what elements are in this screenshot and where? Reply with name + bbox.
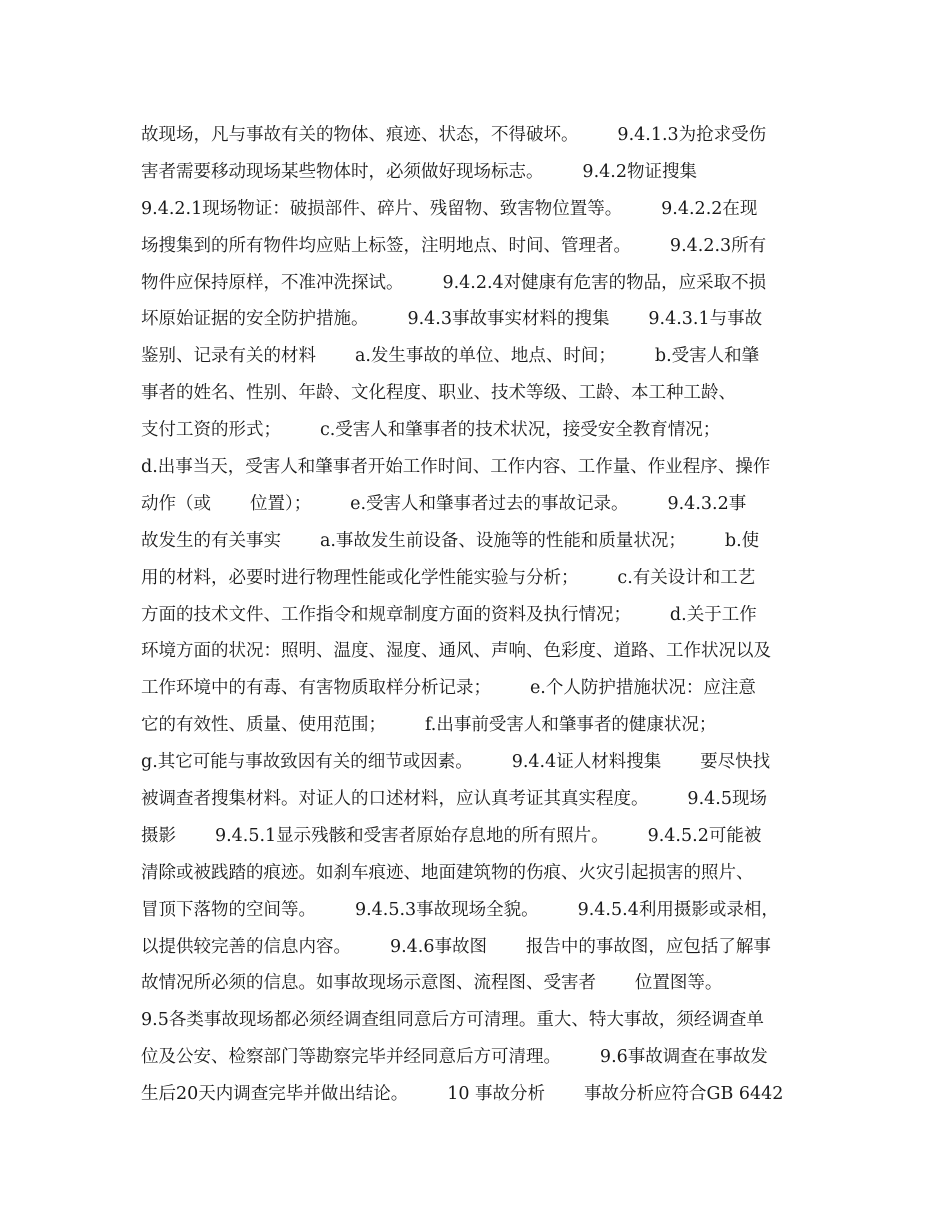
text-line: 害者需要移动现场某些物体时，必须做好现场标志。 9.4.2物证搜集 bbox=[141, 161, 697, 182]
text-line: 故情况所必须的信息。如事故现场示意图、流程图、受害者 位置图等。 bbox=[141, 973, 723, 994]
text-line: 坏原始证据的安全防护措施。 9.4.3事故事实材料的搜集 9.4.3.1与事故 bbox=[141, 309, 763, 330]
text-line: 工作环境中的有毒、有害物质取样分析记录； e.个人防护措施状况：应注意 bbox=[141, 678, 756, 699]
text-line: 位及公安、检察部门等勘察完毕并经同意后方可清理。 9.6事故调查在事故发 bbox=[141, 1047, 768, 1068]
text-line: 支付工资的形式； c.受害人和肇事者的技术状况，接受安全教育情况； bbox=[141, 420, 721, 441]
text-line: 它的有效性、质量、使用范围； f.出事前受害人和肇事者的健康状况； bbox=[141, 715, 717, 736]
text-line: 故发生的有关事实 a.事故发生前设备、设施等的性能和质量状况； b.使 bbox=[141, 530, 760, 551]
body-text bbox=[141, 117, 821, 1113]
text-line: 物件应保持原样，不准冲洗探试。 9.4.2.4对健康有危害的物品，应采取不损 bbox=[141, 272, 767, 293]
text-line: 以提供较完善的信息内容。 9.4.6事故图 报告中的事故图，应包括了解事 bbox=[141, 936, 771, 957]
text-line: 清除或被践踏的痕迹。如刹车痕迹、地面建筑物的伤痕、火灾引起损害的照片、 bbox=[141, 862, 754, 883]
text-line: d.出事当天，受害人和肇事者开始工作时间、工作内容、工作量、作业程序、操作 bbox=[141, 457, 771, 478]
text-line: 场搜集到的所有物件均应贴上标签，注明地点、时间、管理者。 9.4.2.3所有 bbox=[141, 235, 767, 256]
text-line: 动作（或 位置）； e.受害人和肇事者过去的事故记录。 9.4.3.2事 bbox=[141, 493, 747, 514]
text-line: 鉴别、记录有关的材料 a.发生事故的单位、地点、时间； b.受害人和肇 bbox=[141, 346, 760, 367]
text-line: 事者的姓名、性别、年龄、文化程度、职业、技术等级、工龄、本工种工龄、 bbox=[141, 383, 736, 404]
text-line: 故现场，凡与事故有关的物体、痕迹、状态，不得破坏。 9.4.1.3为抢求受伤 bbox=[141, 125, 767, 145]
text-line: g.其它可能与事故致因有关的细节或因素。 9.4.4证人材料搜集 要尽快找 bbox=[141, 752, 771, 773]
text-line: 冒顶下落物的空间等。 9.4.5.3事故现场全貌。 9.4.5.4利用摄影或录相， bbox=[141, 899, 779, 920]
text-line: 方面的技术文件、工作指令和规章制度方面的资料及执行情况； d.关于工作 bbox=[141, 604, 757, 625]
text-line: 被调查者搜集材料。对证人的口述材料，应认真考证其真实程度。 9.4.5现场 bbox=[141, 789, 767, 810]
text-line: 9.4.2.1现场物证：破损部件、碎片、残留物、致害物位置等。 9.4.2.2在现 bbox=[141, 198, 758, 219]
text-line: 环境方面的状况：照明、温度、湿度、通风、声响、色彩度、道路、工作状况以及 bbox=[141, 641, 771, 662]
text-line: 9.5各类事故现场都必须经调查组同意后方可清理。重大、特大事故，须经调查单 bbox=[141, 1010, 764, 1031]
text-line: 生后20天内调查完毕并做出结论。 10 事故分析 事故分析应符合GB 6442 bbox=[141, 1084, 784, 1105]
text-line: 用的材料，必要时进行物理性能或化学性能实验与分析； c.有关设计和工艺 bbox=[141, 567, 756, 588]
text-line: 摄影 9.4.5.1显示残骸和受害者原始存息地的所有照片。 9.4.5.2可能被 bbox=[141, 825, 762, 846]
